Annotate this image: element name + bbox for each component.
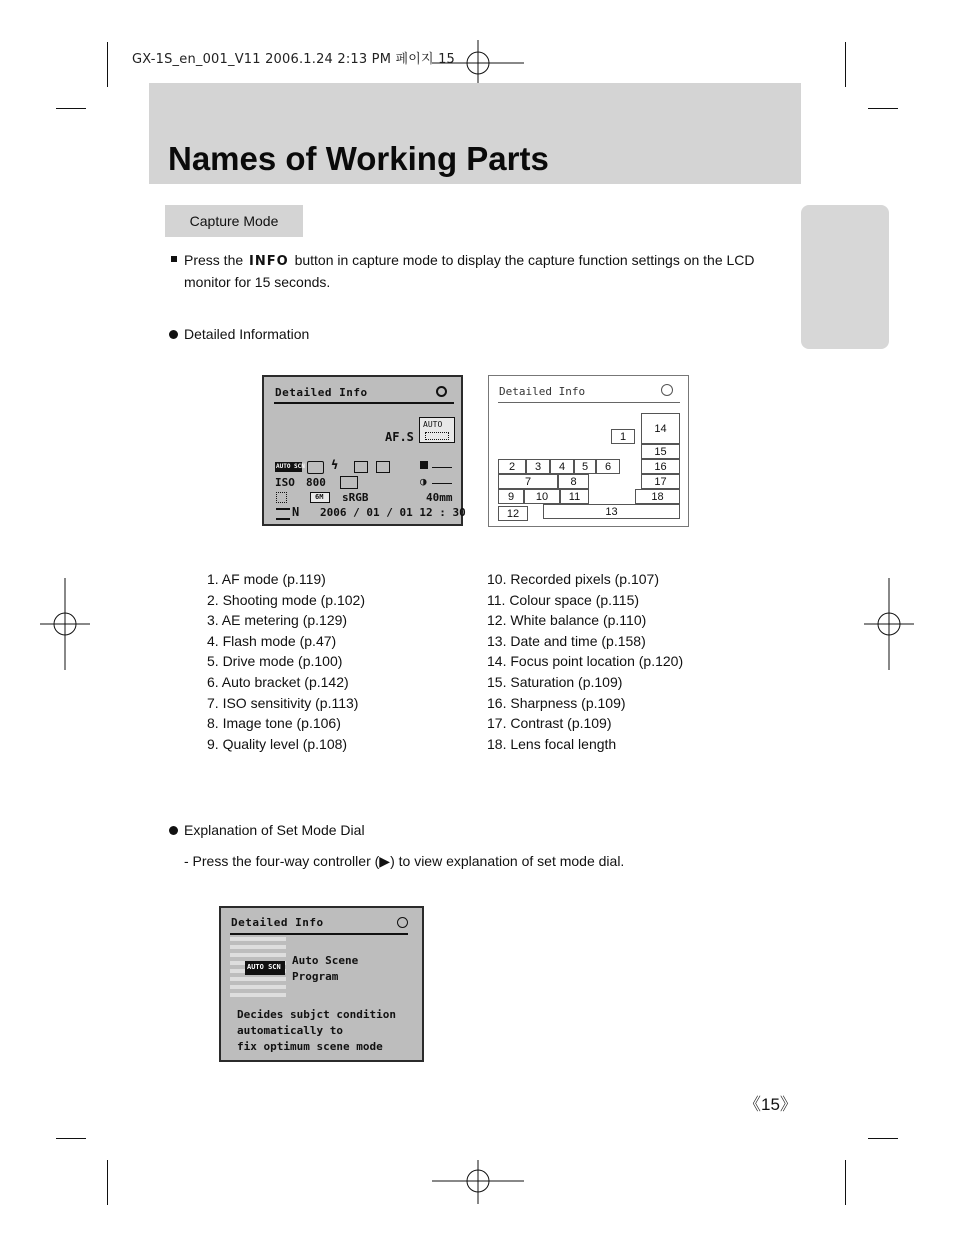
lcd-title: Detailed Info (231, 916, 324, 929)
crop-mark (56, 108, 86, 109)
dial-heading: Explanation of Set Mode Dial (184, 822, 365, 838)
list-item: 9. Quality level (p.108) (207, 735, 348, 752)
list-item: 17. Contrast (p.109) (487, 715, 612, 732)
list-item: 13. Date and time (p.158) (487, 632, 646, 649)
region-4: 4 (550, 459, 574, 474)
list-item: 15. Saturation (p.109) (487, 673, 623, 690)
crop-mark (868, 1138, 898, 1139)
lcd-pixels: 6M (315, 493, 324, 501)
lcd-autoscn: AUTO SCN (276, 463, 305, 470)
slider-icon (432, 483, 452, 484)
list-item: 3. AE metering (p.129) (207, 612, 348, 629)
region-2: 2 (498, 459, 526, 474)
lcd-detailed-info-screen (262, 375, 466, 526)
image-tone-icon (340, 476, 358, 489)
pixels-badge (310, 492, 330, 503)
dial-desc-post: ) to view explanation of set mode dial. (390, 853, 625, 869)
flash-icon: ϟ (331, 458, 339, 472)
registration-mark-icon (40, 578, 90, 670)
lcd-title: Detailed Info (275, 386, 368, 399)
crop-mark (56, 1138, 86, 1139)
lcd-quality: N (292, 505, 300, 519)
list-item: 7. ISO sensitivity (p.113) (207, 694, 359, 711)
region-11: 11 (560, 489, 589, 504)
crop-mark (868, 108, 898, 109)
list-item: 5. Drive mode (p.100) (207, 653, 343, 670)
region-16: 16 (641, 459, 680, 474)
rotate-icon (397, 917, 408, 928)
region-10: 10 (524, 489, 560, 504)
region-6: 6 (596, 459, 620, 474)
contrast-icon: ◑ (420, 475, 427, 488)
crop-mark (107, 1160, 108, 1205)
drive-icon (354, 461, 368, 473)
dial-desc-pre: - Press the four-way controller ( (184, 853, 380, 869)
lcd-desc-line1: Decides subjct condition (237, 1008, 396, 1021)
list-item: 14. Focus point location (p.120) (487, 653, 684, 670)
parts-list-right (487, 569, 683, 754)
lcd-af-mode: AF.S (385, 430, 414, 444)
lcd-iso-label: ISO (275, 476, 295, 489)
region-5: 5 (574, 459, 596, 474)
region-15: 15 (641, 444, 680, 459)
lcd-mode-line1: Auto Scene (292, 954, 359, 967)
lcd-diagram (488, 375, 689, 527)
intro-paragraph (184, 250, 784, 293)
print-header-meta: GX-1S_en_001_V11 2006.1.24 2:13 PM 페이지 15 (132, 52, 456, 67)
saturation-icon (420, 461, 428, 469)
list-item: 4. Flash mode (p.47) (207, 632, 337, 649)
lcd-divider (274, 402, 454, 404)
square-bullet-icon (171, 256, 177, 262)
af-grid-icon (425, 432, 449, 440)
white-balance-icon (276, 508, 290, 520)
diagram-divider (498, 402, 680, 403)
page-number: 《15》 (744, 1095, 797, 1114)
rotate-icon (436, 386, 447, 397)
list-item: 6. Auto bracket (p.142) (207, 673, 349, 690)
intro-pre: Press the (184, 252, 244, 268)
crop-mark (845, 1160, 846, 1205)
lcd-iso-value: 800 (306, 476, 326, 489)
region-8: 8 (558, 474, 589, 489)
auto-scn-badge (245, 961, 285, 975)
side-tab (801, 205, 889, 349)
lcd-colour-space: sRGB (342, 491, 369, 504)
bracket-icon (376, 461, 390, 473)
info-button-label: INFO (249, 254, 289, 269)
parts-list-left (207, 569, 365, 754)
lcd-focal-length: 40mm (426, 491, 453, 504)
round-bullet-icon (169, 330, 178, 339)
registration-mark-icon (432, 1160, 524, 1204)
lcd-mode-line2: Program (292, 970, 339, 983)
list-item: 16. Sharpness (p.109) (487, 694, 626, 711)
region-3: 3 (526, 459, 550, 474)
list-item: 11. Colour space (p.115) (487, 591, 640, 608)
region-17: 17 (641, 474, 680, 489)
list-item: 2. Shooting mode (p.102) (207, 591, 365, 608)
page-title: Names of Working Parts (168, 140, 549, 177)
region-7: 7 (498, 474, 558, 489)
region-12: 12 (498, 506, 528, 521)
diagram-title: Detailed Info (499, 385, 586, 398)
detailed-info-heading: Detailed Information (184, 326, 310, 342)
crop-mark (107, 42, 108, 87)
lcd-mode-dial-screen (219, 906, 424, 1062)
lcd-auto: AUTO (423, 420, 443, 429)
registration-mark-icon (864, 578, 914, 670)
crop-mark (845, 42, 846, 87)
focus-point-icon (419, 417, 455, 443)
list-item: 18. Lens focal length (487, 735, 617, 752)
lcd-datetime: 2006 / 01 / 01 12 : 30 (320, 506, 466, 519)
lcd-badge: AUTO SCN (247, 963, 281, 971)
lcd-desc-line3: fix optimum scene mode (237, 1040, 383, 1053)
auto-scn-badge (275, 462, 305, 472)
dial-description (184, 853, 624, 870)
region-13: 13 (543, 504, 680, 519)
slider-icon (432, 467, 452, 468)
metering-icon (307, 461, 324, 474)
lcd-desc-line2: automatically to (237, 1024, 343, 1037)
quality-icon (276, 492, 287, 503)
rotate-icon (661, 384, 673, 396)
region-14: 14 (641, 413, 680, 444)
region-9: 9 (498, 489, 524, 504)
region-18: 18 (635, 489, 680, 504)
region-1: 1 (611, 429, 635, 444)
lcd-divider (230, 933, 408, 935)
list-item: 10. Recorded pixels (p.107) (487, 571, 659, 587)
list-item: 8. Image tone (p.106) (207, 715, 341, 732)
section-tab-capture-mode: Capture Mode (165, 205, 303, 237)
list-item: 1. AF mode (p.119) (207, 571, 326, 587)
intro-post: button in capture mode to display the capture function settings on the LCD monitor for 15 seconds. (184, 252, 755, 290)
round-bullet-icon (169, 826, 178, 835)
list-item: 12. White balance (p.110) (487, 612, 647, 629)
right-triangle-icon: ▶ (379, 853, 391, 869)
